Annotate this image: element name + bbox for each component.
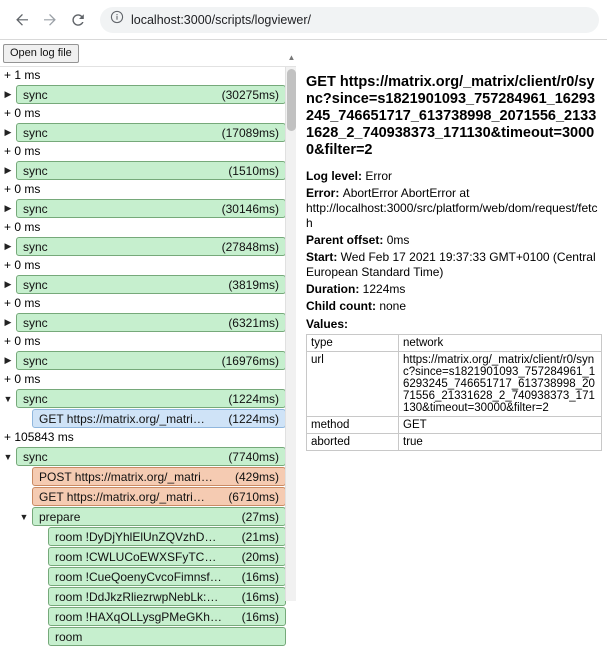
tree-row[interactable]	[0, 587, 296, 606]
tree-node-duration: (6321ms)	[228, 315, 279, 330]
info-circle-icon[interactable]	[110, 10, 124, 29]
chevron-right-icon[interactable]: ▶	[4, 241, 12, 251]
tree-node-label: sync	[23, 277, 48, 292]
arrow-left-icon	[13, 11, 31, 29]
detail-field-key: Log level:	[306, 169, 366, 183]
tree-node-duration: (7740ms)	[228, 449, 279, 464]
time-gap-label: + 0 ms	[4, 372, 41, 386]
tree-node-label: prepare	[39, 509, 81, 524]
tree-node-chip[interactable]	[48, 587, 286, 606]
tree-row[interactable]	[0, 527, 296, 546]
values-value: https://matrix.org/_matrix/client/r0/sync?since=s1821901093_757284961_16293245_746651717_613738998_2071556_21331628_2_740938373_171130&timeout=30000&filter=2	[399, 352, 602, 417]
tree-row[interactable]	[0, 627, 296, 646]
arrow-right-icon	[41, 11, 59, 29]
values-row	[307, 352, 602, 417]
page-content	[0, 40, 607, 644]
values-row	[307, 335, 602, 352]
tree-node-duration: (429ms)	[234, 469, 279, 484]
tree-indent-spacer	[16, 487, 32, 506]
time-gap-label: + 0 ms	[4, 144, 41, 158]
tree-row[interactable]	[0, 313, 296, 332]
tree-node-label: sync	[23, 353, 48, 368]
detail-field-value: 1224ms	[362, 282, 406, 296]
tree-node-chip[interactable]	[48, 607, 286, 626]
scrollbar-thumb[interactable]	[287, 69, 296, 131]
tree-node-chip[interactable]	[16, 237, 286, 256]
browser-toolbar	[0, 0, 607, 40]
detail-field	[306, 186, 601, 231]
values-row	[307, 434, 602, 451]
time-gap-label: + 0 ms	[4, 220, 41, 234]
values-value: network	[399, 335, 602, 352]
tree-node-label: GET https://matrix.org/_matri…	[39, 411, 205, 426]
tree-node-label: GET https://matrix.org/_matri…	[39, 489, 205, 504]
tree-indent-spacer	[16, 409, 32, 428]
chevron-right-icon[interactable]: ▶	[4, 317, 12, 327]
values-key: aborted	[307, 434, 399, 451]
tree-row[interactable]	[0, 487, 296, 506]
values-key: method	[307, 417, 399, 434]
tree-node-label: sync	[23, 87, 48, 102]
tree-row[interactable]	[0, 607, 296, 626]
tree-node-chip[interactable]	[32, 487, 286, 506]
tree-node-duration: (16ms)	[241, 589, 279, 604]
tree-node-duration: (30275ms)	[221, 87, 279, 102]
tree-node-duration: (27ms)	[241, 509, 279, 524]
tree-indent-spacer	[32, 627, 48, 646]
time-gap-label: + 0 ms	[4, 258, 41, 272]
address-bar[interactable]	[100, 7, 599, 33]
tree-node-duration: (6710ms)	[228, 489, 279, 504]
tree-node-chip[interactable]	[48, 627, 286, 646]
tree-node-chip[interactable]	[48, 547, 286, 566]
tree-indent-spacer	[32, 587, 48, 606]
detail-field-value: Error	[365, 169, 393, 183]
values-label: Values:	[306, 317, 349, 331]
tree-row[interactable]	[0, 85, 296, 104]
tree-row[interactable]	[0, 161, 296, 180]
tree-node-duration: (16976ms)	[221, 353, 279, 368]
detail-field	[306, 282, 601, 297]
tree-row[interactable]	[0, 275, 296, 294]
detail-field-key: Child count:	[306, 299, 380, 313]
tree-node-chip[interactable]	[48, 527, 286, 546]
detail-field	[306, 233, 601, 248]
values-value: true	[399, 434, 602, 451]
tree-node-duration: (21ms)	[241, 529, 279, 544]
tree-indent-spacer	[32, 607, 48, 626]
detail-field-value: Wed Feb 17 2021 19:37:33 GMT+0100 (Central European Standard Time)	[306, 250, 596, 279]
chevron-down-icon[interactable]: ▼	[3, 393, 13, 404]
tree-node-chip[interactable]	[16, 313, 286, 332]
tree-node-duration: (16ms)	[241, 609, 279, 624]
tree-node-duration: (20ms)	[241, 549, 279, 564]
detail-title: GET https://matrix.org/_matrix/client/r0/sync?since=s1821901093_757284961_16293245_746651717_613738998_2071556_21331628_2_740938373_171130&timeout=30000&filter=2	[306, 74, 597, 158]
detail-field	[306, 169, 601, 184]
time-gap-label: + 1 ms	[4, 68, 41, 82]
tree-row[interactable]	[0, 467, 296, 486]
tree-node-label: room !HAXqOLLysgPMeGKh…	[55, 609, 222, 624]
time-gap-label: + 0 ms	[4, 182, 41, 196]
scroll-up-arrow-icon[interactable]: ▲	[287, 53, 296, 62]
tree-node-duration: (1224ms)	[228, 411, 279, 426]
chevron-down-icon[interactable]: ▼	[19, 511, 29, 522]
back-button[interactable]	[8, 6, 36, 34]
tree-row[interactable]	[0, 507, 296, 526]
tree-node-chip[interactable]	[16, 85, 286, 104]
tree-node-chip[interactable]	[16, 351, 286, 370]
tree-node-duration: (1224ms)	[228, 391, 279, 406]
chevron-right-icon[interactable]: ▶	[4, 89, 12, 99]
tree-node-duration: (30146ms)	[221, 201, 279, 216]
time-gap-label: + 105843 ms	[4, 430, 74, 444]
chevron-right-icon[interactable]: ▶	[4, 165, 12, 175]
tree-scrollbar[interactable]	[285, 53, 296, 601]
values-value: GET	[399, 417, 602, 434]
chevron-right-icon[interactable]: ▶	[4, 355, 12, 365]
tree-node-chip[interactable]	[16, 389, 286, 408]
tree-row[interactable]	[0, 567, 296, 586]
tree-indent-spacer	[32, 547, 48, 566]
url-text: localhost:3000/scripts/logviewer/	[131, 12, 311, 27]
tree-node-label: room !DyDjYhlElUnZQVzhD…	[55, 529, 217, 544]
tree-node-label: POST https://matrix.org/_matri…	[39, 469, 213, 484]
detail-field	[306, 299, 601, 314]
chevron-right-icon[interactable]: ▶	[4, 279, 12, 289]
tree-node-label: sync	[23, 449, 48, 464]
chevron-down-icon[interactable]: ▼	[3, 451, 13, 462]
tree-node-duration: (16ms)	[241, 569, 279, 584]
tree-node-label: sync	[23, 239, 48, 254]
tree-row[interactable]	[0, 447, 296, 466]
tree-row[interactable]	[0, 351, 296, 370]
values-key: type	[307, 335, 399, 352]
time-gap-label: + 0 ms	[4, 334, 41, 348]
tree-node-label: sync	[23, 201, 48, 216]
log-tree-list[interactable]	[0, 67, 296, 644]
tree-row[interactable]	[0, 123, 296, 142]
tree-indent-spacer	[32, 567, 48, 586]
detail-field-value: none	[379, 299, 407, 313]
tree-node-label: room !CueQoenyCvcoFimnsf…	[55, 569, 222, 584]
detail-field-key: Parent offset:	[306, 233, 387, 247]
chevron-right-icon[interactable]: ▶	[4, 127, 12, 137]
tree-row[interactable]	[0, 409, 296, 428]
tree-node-duration: (3819ms)	[228, 277, 279, 292]
detail-field	[306, 250, 601, 280]
tree-node-label: sync	[23, 315, 48, 330]
tree-node-chip[interactable]	[16, 447, 286, 466]
time-gap-label: + 0 ms	[4, 106, 41, 120]
tree-node-chip[interactable]	[16, 123, 286, 142]
tree-node-duration: (27848ms)	[221, 239, 279, 254]
tree-node-label: room !DdJkzRliezrwpNebLk:…	[55, 589, 219, 604]
tree-row[interactable]	[0, 389, 296, 408]
detail-field-value: AbortError AbortError at http://localhost:3000/src/platform/web/dom/request/fetch	[306, 186, 598, 230]
open-log-file-button[interactable]: Open log file	[3, 44, 79, 63]
values-table	[306, 334, 602, 451]
tree-node-duration: (1510ms)	[228, 163, 279, 178]
values-row	[307, 417, 602, 434]
detail-field-key: Duration:	[306, 282, 363, 296]
tree-node-label: sync	[23, 163, 48, 178]
tree-indent-spacer	[32, 527, 48, 546]
chevron-right-icon[interactable]: ▶	[4, 203, 12, 213]
tree-node-label: sync	[23, 125, 48, 140]
tree-node-duration: (17089ms)	[221, 125, 279, 140]
tree-node-chip[interactable]	[32, 507, 286, 526]
tree-node-label: sync	[23, 391, 48, 406]
values-key: url	[307, 352, 399, 417]
reload-icon	[69, 11, 87, 29]
tree-node-chip[interactable]	[48, 567, 286, 586]
detail-field-value: 0ms	[386, 233, 410, 247]
tree-row[interactable]	[0, 199, 296, 218]
detail-field-key: Start:	[306, 250, 341, 264]
tree-node-chip[interactable]	[32, 409, 286, 428]
tree-node-chip[interactable]	[16, 199, 286, 218]
reload-button[interactable]	[64, 6, 92, 34]
tree-row[interactable]	[0, 237, 296, 256]
time-gap-label: + 0 ms	[4, 296, 41, 310]
forward-button[interactable]	[36, 6, 64, 34]
tree-node-label: room !CWLUCoEWXSFyTC…	[55, 549, 217, 564]
tree-node-chip[interactable]	[16, 275, 286, 294]
tree-indent-spacer	[16, 467, 32, 486]
detail-field-list	[306, 169, 601, 314]
detail-field-key: Error:	[306, 186, 343, 200]
tree-node-label: room	[55, 629, 83, 644]
tree-node-chip[interactable]	[16, 161, 286, 180]
tree-node-chip[interactable]	[32, 467, 286, 486]
log-detail-pane	[300, 66, 607, 600]
tree-row[interactable]	[0, 547, 296, 566]
